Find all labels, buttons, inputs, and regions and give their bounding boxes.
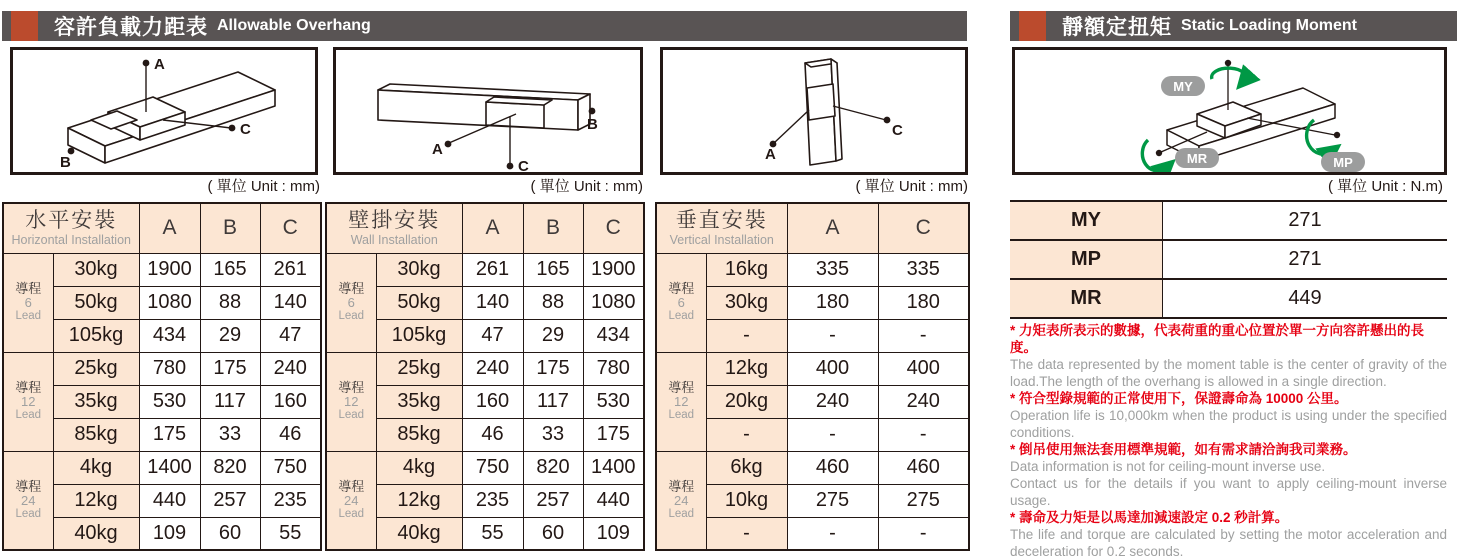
value-cell: 820: [200, 451, 260, 484]
column-header: A: [787, 203, 878, 253]
value-cell: 750: [260, 451, 321, 484]
lead-en: Lead: [668, 409, 695, 421]
lead-group-cell: [656, 352, 706, 451]
value-cell: 33: [200, 418, 260, 451]
right-title-zh: 靜額定扭矩: [1062, 16, 1172, 39]
value-cell: 434: [583, 319, 644, 352]
moment-value: 271: [1163, 240, 1448, 279]
value-cell: 33: [523, 418, 583, 451]
lead-en: Lead: [668, 310, 695, 322]
value-cell: 88: [200, 286, 260, 319]
vertical-installation-table-wrap: [655, 202, 970, 551]
unit-label: ( 單位 Unit : N.m): [1328, 178, 1443, 195]
lead-zh: 導程: [338, 478, 365, 494]
diagram-label-a: A: [432, 141, 443, 158]
lead-en: Lead: [15, 409, 42, 421]
table-title-zh: 水平安裝: [25, 209, 118, 233]
value-cell: 160: [260, 385, 321, 418]
value-cell: 175: [200, 352, 260, 385]
value-cell: 240: [878, 385, 969, 418]
note-text-zh: * 倒吊使用無法套用標準規範，如有需求請洽詢我司業務。: [1010, 442, 1357, 457]
value-cell: 440: [583, 484, 644, 517]
load-cell: 12kg: [53, 484, 139, 517]
note-item: [1010, 322, 1447, 390]
load-cell: -: [706, 319, 787, 352]
value-cell: -: [878, 319, 969, 352]
value-cell: 60: [200, 517, 260, 550]
value-cell: 109: [139, 517, 200, 550]
value-cell: 180: [878, 286, 969, 319]
diagram-label-c: C: [240, 121, 251, 138]
value-cell: 175: [139, 418, 200, 451]
lead-number: 6: [24, 295, 32, 310]
load-cell: 4kg: [53, 451, 139, 484]
diagram-label-c: C: [518, 158, 529, 172]
left-title-en: Allowable Overhang: [217, 17, 371, 34]
note-item: [1010, 441, 1447, 509]
note-item: [1010, 390, 1447, 441]
column-header: B: [200, 203, 260, 253]
value-cell: 1900: [583, 253, 644, 286]
moment-label: MP: [1010, 240, 1163, 279]
lead-zh: 導程: [668, 281, 695, 296]
value-cell: 140: [462, 286, 523, 319]
column-header: C: [878, 203, 969, 253]
value-cell: 750: [462, 451, 523, 484]
load-cell: 35kg: [53, 385, 139, 418]
load-cell: 105kg: [376, 319, 462, 352]
diagram-label-b: B: [60, 154, 71, 171]
column-header: A: [139, 203, 200, 253]
load-cell: 85kg: [376, 418, 462, 451]
load-cell: 12kg: [706, 352, 787, 385]
column-header: C: [583, 203, 644, 253]
accent-square: [1019, 11, 1046, 41]
note-text-en: Operation life is 10,000km when the product is using under the specified conditions.: [1010, 408, 1447, 440]
load-cell: 35kg: [376, 385, 462, 418]
value-cell: 530: [583, 385, 644, 418]
load-cell: 50kg: [53, 286, 139, 319]
value-cell: 175: [523, 352, 583, 385]
value-cell: -: [878, 517, 969, 550]
notes: [1010, 322, 1447, 560]
lead-en: Lead: [338, 310, 365, 322]
note-text-zh: * 壽命及力矩是以馬達加減速設定 0.2 秒計算。: [1010, 510, 1289, 525]
lead-zh: 導程: [338, 380, 365, 395]
value-cell: 275: [787, 484, 878, 517]
value-cell: 235: [462, 484, 523, 517]
horizontal-rail-drawing: [13, 50, 315, 172]
wall-installation-table-wrap: [325, 202, 645, 551]
horizontal-installation-diagram: [10, 47, 318, 175]
value-cell: 46: [462, 418, 523, 451]
value-cell: 820: [523, 451, 583, 484]
value-cell: 165: [200, 253, 260, 286]
accent-square: [11, 11, 38, 41]
lead-group-cell: [3, 253, 53, 352]
value-cell: 261: [462, 253, 523, 286]
moment-rail-drawing: [1015, 50, 1444, 172]
table-title: [326, 203, 462, 253]
lead-en: Lead: [338, 409, 365, 421]
lead-number: 24: [344, 492, 359, 508]
value-cell: 1900: [139, 253, 200, 286]
right-title-en: Static Loading Moment: [1181, 17, 1357, 34]
unit-label: ( 單位 Unit : mm): [855, 178, 968, 195]
wall-rail-drawing: [336, 50, 640, 172]
lead-group-cell: [326, 451, 376, 550]
column-header: C: [260, 203, 321, 253]
load-cell: 6kg: [706, 451, 787, 484]
load-cell: 4kg: [376, 451, 462, 484]
load-cell: 25kg: [53, 352, 139, 385]
value-cell: 460: [878, 451, 969, 484]
lead-zh: 導程: [668, 380, 695, 395]
value-cell: 400: [787, 352, 878, 385]
note-text-en: The data represented by the moment table is the center of gravity of the load.The length of the overhang is allowed in a single direction.: [1010, 357, 1447, 389]
moment-label: MR: [1010, 279, 1163, 318]
lead-zh: 導程: [15, 478, 42, 494]
value-cell: -: [878, 418, 969, 451]
note-text-zh: * 符合型錄規範的正常使用下，保證壽命為 10000 公里。: [1010, 391, 1348, 406]
value-cell: 275: [878, 484, 969, 517]
value-cell: 47: [260, 319, 321, 352]
vertical-rail-drawing: [663, 50, 965, 172]
value-cell: 88: [523, 286, 583, 319]
load-cell: 30kg: [53, 253, 139, 286]
load-cell: 12kg: [376, 484, 462, 517]
value-cell: 335: [878, 253, 969, 286]
left-section-header: [2, 11, 967, 41]
load-cell: 25kg: [376, 352, 462, 385]
vertical-installation-diagram: [660, 47, 968, 175]
value-cell: -: [787, 517, 878, 550]
moment-value: 449: [1163, 279, 1448, 318]
lead-group-cell: [326, 352, 376, 451]
load-cell: 50kg: [376, 286, 462, 319]
value-cell: 530: [139, 385, 200, 418]
lead-number: 24: [21, 492, 36, 508]
left-title-zh: 容許負載力距表: [54, 16, 208, 39]
value-cell: 780: [583, 352, 644, 385]
note-text-en: Data information is not for ceiling-mount inverse use.: [1010, 459, 1326, 474]
load-cell: 40kg: [376, 517, 462, 550]
lead-number: 24: [674, 492, 689, 508]
moment-diagram: [1012, 47, 1447, 175]
value-cell: 29: [200, 319, 260, 352]
lead-number: 12: [21, 394, 36, 409]
value-cell: 47: [462, 319, 523, 352]
moment-row: [1010, 279, 1447, 318]
lead-number: 6: [677, 295, 685, 310]
lead-group-cell: [656, 253, 706, 352]
lead-number: 6: [347, 295, 355, 310]
value-cell: 257: [523, 484, 583, 517]
my-badge: MY: [1173, 79, 1193, 94]
load-cell: -: [706, 517, 787, 550]
mr-badge: MR: [1186, 151, 1208, 166]
moment-value: 271: [1163, 201, 1448, 240]
value-cell: 440: [139, 484, 200, 517]
value-cell: 60: [523, 517, 583, 550]
overhang-table: [2, 202, 322, 551]
overhang-table: [655, 202, 970, 551]
lead-en: Lead: [668, 507, 695, 520]
lead-en: Lead: [15, 310, 42, 322]
value-cell: 117: [523, 385, 583, 418]
lead-zh: 導程: [668, 478, 695, 494]
diagram-label-a: A: [765, 146, 776, 163]
lead-group-cell: [656, 451, 706, 550]
value-cell: 180: [787, 286, 878, 319]
note-text-en: The life and torque are calculated by setting the motor acceleration and deceleration for 0.2 seconds.: [1010, 527, 1447, 559]
right-section-header: [1010, 11, 1457, 41]
lead-en: Lead: [15, 507, 42, 520]
value-cell: 257: [200, 484, 260, 517]
lead-group-cell: [3, 451, 53, 550]
column-header: B: [523, 203, 583, 253]
lead-number: 12: [344, 394, 359, 409]
horizontal-installation-table-wrap: [2, 202, 322, 551]
moment-row: [1010, 201, 1447, 240]
table-title-zh: 垂直安裝: [675, 209, 768, 233]
table-title-en: Vertical Installation: [669, 233, 774, 248]
moment-label: MY: [1010, 201, 1163, 240]
moment-table-wrap: [1010, 200, 1447, 319]
value-cell: 46: [260, 418, 321, 451]
table-title-zh: 壁掛安裝: [348, 209, 441, 233]
value-cell: 1400: [583, 451, 644, 484]
value-cell: 55: [462, 517, 523, 550]
value-cell: 335: [787, 253, 878, 286]
value-cell: 117: [200, 385, 260, 418]
diagram-label-a: A: [154, 56, 165, 73]
note-text-en: Contact us for the details if you want to apply ceiling-mount inverse usage.: [1010, 476, 1447, 508]
value-cell: 29: [523, 319, 583, 352]
note-item: [1010, 509, 1447, 560]
lead-number: 12: [674, 394, 689, 409]
value-cell: -: [787, 319, 878, 352]
load-cell: 30kg: [376, 253, 462, 286]
load-cell: 85kg: [53, 418, 139, 451]
value-cell: 235: [260, 484, 321, 517]
table-title: [656, 203, 787, 253]
value-cell: -: [787, 418, 878, 451]
unit-label: ( 單位 Unit : mm): [207, 178, 320, 195]
value-cell: 460: [787, 451, 878, 484]
value-cell: 140: [260, 286, 321, 319]
lead-group-cell: [3, 352, 53, 451]
value-cell: 160: [462, 385, 523, 418]
diagram-label-c: C: [892, 122, 903, 139]
table-title-en: Wall Installation: [350, 233, 438, 248]
table-title-en: Horizontal Installation: [11, 233, 131, 248]
lead-en: Lead: [338, 507, 365, 520]
value-cell: 400: [878, 352, 969, 385]
lead-zh: 導程: [15, 281, 42, 296]
value-cell: 175: [583, 418, 644, 451]
value-cell: 55: [260, 517, 321, 550]
load-cell: -: [706, 418, 787, 451]
lead-zh: 導程: [338, 281, 365, 296]
value-cell: 261: [260, 253, 321, 286]
moment-table: [1010, 200, 1447, 319]
load-cell: 20kg: [706, 385, 787, 418]
load-cell: 30kg: [706, 286, 787, 319]
overhang-table: [325, 202, 645, 551]
value-cell: 165: [523, 253, 583, 286]
value-cell: 240: [462, 352, 523, 385]
value-cell: 240: [260, 352, 321, 385]
lead-zh: 導程: [15, 380, 42, 395]
diagram-label-b: B: [587, 116, 598, 133]
value-cell: 1400: [139, 451, 200, 484]
value-cell: 434: [139, 319, 200, 352]
value-cell: 1080: [139, 286, 200, 319]
note-text-zh: * 力矩表所表示的數據，代表荷重的重心位置於單一方向容許懸出的長度。: [1010, 323, 1425, 355]
value-cell: 780: [139, 352, 200, 385]
wall-installation-diagram: [333, 47, 643, 175]
table-title: [3, 203, 139, 253]
load-cell: 10kg: [706, 484, 787, 517]
unit-label: ( 單位 Unit : mm): [530, 178, 643, 195]
column-header: A: [462, 203, 523, 253]
value-cell: 240: [787, 385, 878, 418]
lead-group-cell: [326, 253, 376, 352]
load-cell: 105kg: [53, 319, 139, 352]
value-cell: 109: [583, 517, 644, 550]
moment-row: [1010, 240, 1447, 279]
load-cell: 40kg: [53, 517, 139, 550]
mp-badge: MP: [1333, 155, 1353, 170]
load-cell: 16kg: [706, 253, 787, 286]
value-cell: 1080: [583, 286, 644, 319]
